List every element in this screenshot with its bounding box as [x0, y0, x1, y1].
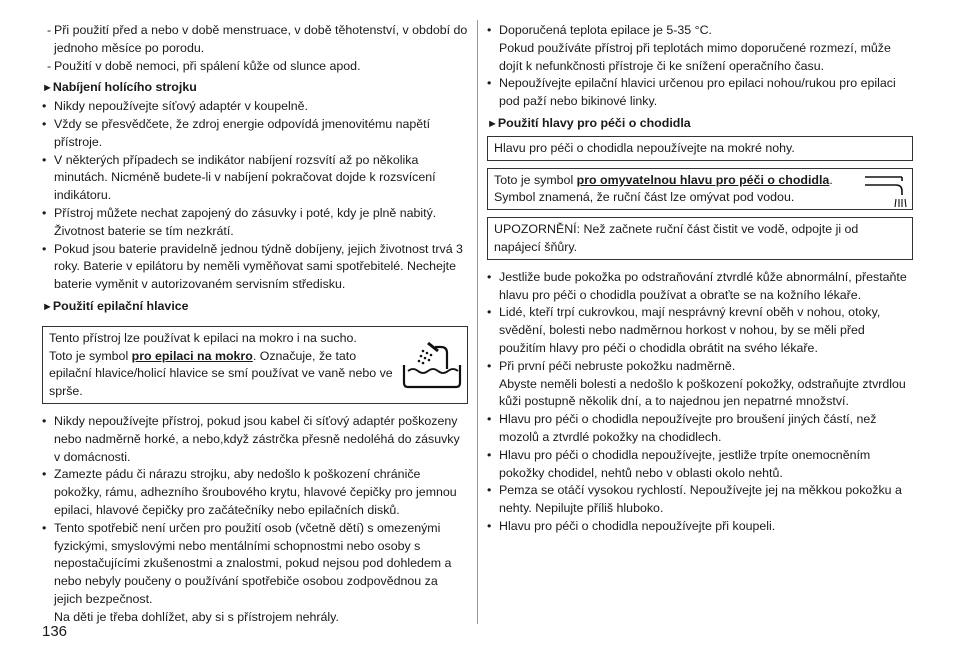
- list-item: • Hlavu pro péči o chodidla nepoužívejte, jestliže trpíte onemocněním pokožky chodidel, nehtů nebo v oblasti okolo nehtů.: [487, 447, 871, 480]
- list-item: • Pemza se otáčí vysokou rychlostí. Nepoužívejte jej na měkkou pokožku a nehty. Nepilujte příliš hluboko.: [487, 483, 902, 516]
- faucet-water-icon: [860, 171, 910, 209]
- list-item: • Pokud jsou baterie pravidelně jednou týdně dobíjeny, jejich životnost trvá 3 roky. Baterie v epilátoru by neměli vyměňovat sami spotřebitelé. Nechejte baterie vyměnit v autorizovaném servisním středisku.: [42, 241, 463, 292]
- bath-shower-icon: [401, 339, 463, 389]
- list-item: • V některých případech se indikátor nabíjení rozsvítí až po několika minutách. Nicméně budete-li v nabíjení pokračovat dojde k rozsvícení indikátoru.: [42, 152, 436, 203]
- list-item: • Při první péči nebruste pokožku nadměrně.: [487, 358, 736, 373]
- note-line: Toto je symbol pro epilaci na mokro. Označuje, že tato epilační hlavice/holicí hlavice se smí používat ve vaně nebo ve sprše.: [49, 348, 393, 399]
- section-heading-charging: ►Nabíjení holícího strojku: [42, 80, 197, 95]
- list-item: • Nikdy nepoužívejte přístroj, pokud jsou kabel či síťový adaptér poškozeny nebo nadměrně horké, a nebo,když zástrčka přesně nedoléhá do zásuvky v domácnosti.: [42, 413, 460, 464]
- section-heading-epilation: ►Použití epilační hlavice: [42, 298, 189, 313]
- list-item: • Vždy se přesvědčete, že zdroj energie odpovídá jmenovitému napětí přístroje.: [42, 116, 431, 149]
- list-item: • Lidé, kteří trpí cukrovkou, mají nesprávný krevní oběh v nohou, otoky, svědění, bolesti nebo nadměrnou horkost v nohou, by se měli před použitím hlavy pro péči o chodidla obrátit na svého lékaře.: [487, 305, 881, 355]
- section-heading-foot-care: ►Použití hlavy pro péči o chodidla: [487, 115, 691, 130]
- note-line: Toto je symbol pro omyvatelnou hlavu pro péči o chodidla.: [494, 172, 833, 187]
- warning-box: UPOZORNĚNÍ: Než začnete ruční část čistit ve vodě, odpojte ji od napájecí šňůry.: [487, 217, 913, 260]
- list-item: • Nepoužívejte epilační hlavici určenou pro epilaci nohou/rukou pro epilaci pod paží nebo bikinové linky.: [487, 76, 896, 109]
- note-line: Tento přístroj lze používat k epilaci na mokro i na sucho.: [49, 330, 357, 345]
- column-divider: [477, 20, 478, 624]
- temperature-note: Pokud používáte přístroj při teplotách mimo doporučené rozmezí, může dojít k nefunkčnosti přístroje či ke snížení operačního času.: [499, 40, 891, 73]
- note-line: Symbol znamená, že ruční část lze omývat pod vodou.: [494, 190, 795, 205]
- list-item: • Zamezte pádu či nárazu strojku, aby nedošlo k poškození chrániče pokožky, rámu, adhezního šroubového krytu, hlavové čepičky pro jemnou epilaci, hlavové čepičky pro začátečníky nebo epilačních disků.: [42, 467, 457, 517]
- list-item: • Tento spotřebič není určen pro použití osob (včetně dětí) s omezenými fyzickými, smyslovými nebo mentálními schopnostmi nebo osoby s nepostačujícími zkušenostmi a znalostmi, pokud nejsou pod dohledem a nebo nebyly poučeny o používání spotřebiče osobou zodpovědnou za jejich bezpečnost.: [42, 520, 452, 606]
- children-note: Na děti je třeba dohlížet, aby si s přístrojem nehrály.: [54, 609, 339, 624]
- dry-feet-note-box: Hlavu pro péči o chodidla nepoužívejte na mokré nohy.: [487, 136, 913, 161]
- wet-epilation-note-box: [42, 326, 468, 404]
- list-item: • Přístroj můžete nechat zapojený do zásuvky i poté, kdy je plně nabitý. Životnost baterie se tím nezkrátí.: [42, 205, 437, 238]
- washable-note-box: [487, 168, 913, 211]
- list-item: • Doporučená teplota epilace je 5-35 °C.: [487, 23, 712, 37]
- list-item: • Jestliže bude pokožka po odstraňování ztvrdlé kůže abnormální, přestaňte hlavu pro péči o chodidla používat a obraťte se na kožního lékaře.: [487, 269, 907, 302]
- list-item: • Nikdy nepoužívejte síťový adaptér v koupelně.: [42, 99, 308, 114]
- list-item: • Hlavu pro péči o chodidla nepoužívejte při koupeli.: [487, 518, 776, 533]
- list-item: • Hlavu pro péči o chodidla nepoužívejte pro broušení jiných částí, než mozolů a ztvrdlé pokožky na chodidlech.: [487, 412, 877, 444]
- right-column: [487, 22, 913, 536]
- page-number: 136: [42, 623, 68, 640]
- list-item: - Při použití před a nebo v době menstruace, v době těhotenství, v období do jednoho měsíce po porodu.: [47, 23, 468, 55]
- left-column: [42, 22, 468, 627]
- pain-note: Abyste neměli bolesti a nedošlo k poškození pokožky, odstraňujte ztvrdlou kůži postupně několik dní, a to najednou jen nepatrné množství.: [499, 376, 906, 409]
- list-item: - Použití v době nemoci, při spálení kůže od slunce apod.: [47, 58, 361, 73]
